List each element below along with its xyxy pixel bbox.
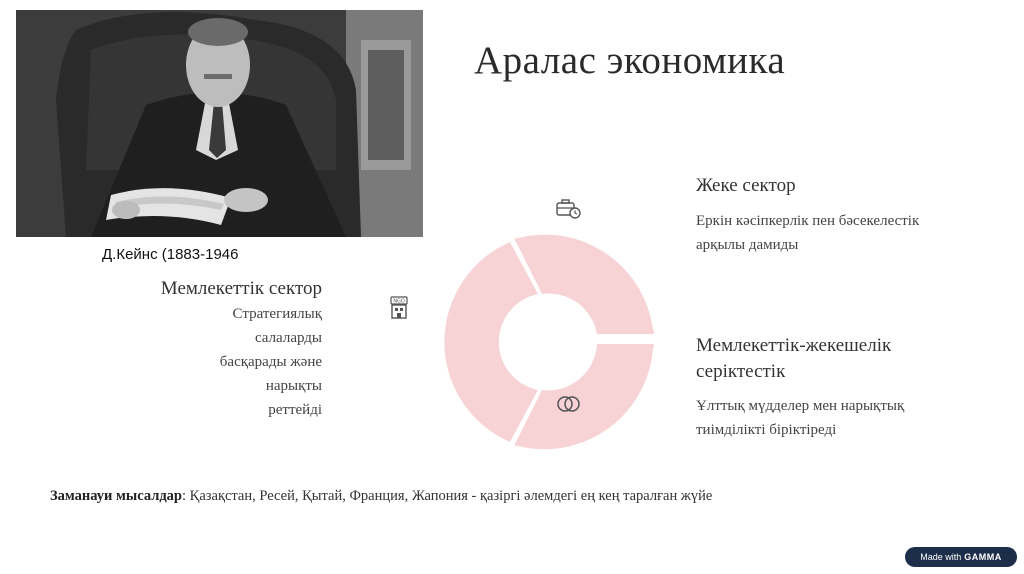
modern-examples-text	[50, 488, 712, 505]
sector-donut-diagram	[420, 215, 690, 475]
government-sector-heading: Мемлекеттік сектор	[160, 278, 322, 299]
desc-line: реттейді	[268, 402, 322, 418]
made-with-gamma-badge[interactable]	[905, 547, 1017, 567]
svg-text:NGO: NGO	[393, 298, 405, 305]
desc-line: нарықты	[265, 378, 322, 394]
desc-line: Стратегиялық	[232, 306, 322, 322]
ppp-description	[696, 394, 996, 442]
private-sector-description	[696, 209, 996, 257]
donut-segment-private	[515, 235, 654, 335]
modern-examples-list: : Қазақстан, Ресей, Қытай, Франция, Жапония - қазіргі әлемдегі ең кең таралған жүйе	[182, 488, 713, 504]
desc-line: Еркін кәсіпкерлік пен бәсекелестік	[696, 213, 920, 229]
badge-brand: GAMMA	[964, 552, 1002, 562]
desc-line: басқарады және	[219, 354, 322, 370]
keynes-photo	[16, 10, 423, 237]
heading-line: Мемлекеттік-жекешелік	[696, 335, 892, 356]
briefcase-clock-icon	[556, 198, 582, 220]
ppp-heading	[696, 333, 976, 385]
slide-title: Аралас экономика	[474, 39, 786, 82]
modern-examples-label: Заманауи мысалдар	[50, 488, 183, 504]
heading-line: серіктестік	[696, 361, 786, 382]
desc-line: арқылы дамиды	[696, 237, 799, 253]
desc-line: тиімділікті біріктіреді	[696, 422, 837, 438]
desc-line: салаларды	[254, 330, 322, 346]
badge-prefix: Made with	[920, 552, 962, 562]
interlocking-rings-icon	[556, 394, 582, 414]
private-sector-heading: Жеке сектор	[696, 175, 796, 196]
donut-segment-government	[444, 242, 538, 442]
government-sector-description	[180, 302, 322, 422]
government-building-icon	[389, 296, 409, 320]
photo-caption: Д.Кейнс (1883-1946	[102, 246, 239, 263]
donut-segment-ppp	[515, 344, 654, 449]
desc-line: Ұлттық мүдделер мен нарықтық	[696, 398, 905, 414]
